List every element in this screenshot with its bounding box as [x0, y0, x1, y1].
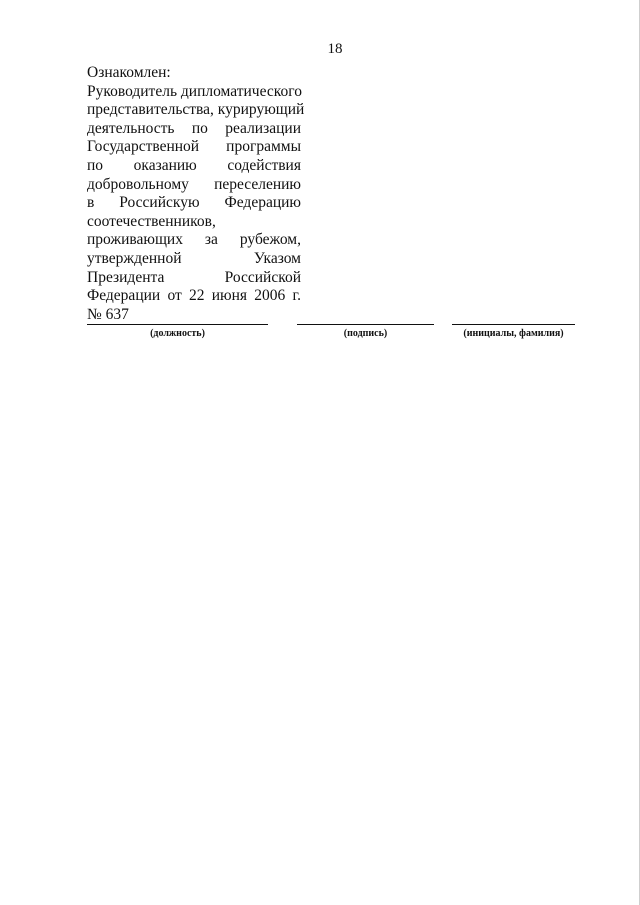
acknowledgement-line: представительства, курирующий: [87, 101, 305, 119]
acknowledgement-line: проживающих за рубежом,: [87, 231, 301, 249]
acknowledgement-label: Ознакомлен:: [87, 64, 171, 81]
position-caption: (должность): [150, 328, 205, 339]
page-number: 18: [327, 41, 343, 57]
acknowledgement-line: соотечественников,: [87, 212, 216, 230]
name-caption: (инициалы, фамилия): [463, 328, 564, 339]
acknowledgement-line: Руководитель дипломатического: [87, 82, 302, 100]
name-signature-line: [452, 324, 575, 325]
position-signature-line: [87, 324, 268, 325]
acknowledgement-line: № 637: [87, 305, 129, 323]
acknowledgement-block: [87, 64, 305, 324]
acknowledgement-line: по оказанию содействия: [87, 156, 301, 174]
acknowledgement-line: деятельность по реализации: [87, 119, 301, 137]
signature-line: [297, 324, 434, 325]
acknowledgement-line: Государственной программы: [87, 138, 301, 156]
acknowledgement-line: в Российскую Федерацию: [87, 194, 301, 212]
acknowledgement-line: Президента Российской: [87, 268, 301, 286]
acknowledgement-line: добровольному переселению: [87, 175, 301, 193]
signature-caption: (подпись): [343, 328, 388, 339]
acknowledgement-line: Федерации от 22 июня 2006 г.: [87, 287, 301, 305]
acknowledgement-line: утвержденной Указом: [87, 249, 301, 267]
